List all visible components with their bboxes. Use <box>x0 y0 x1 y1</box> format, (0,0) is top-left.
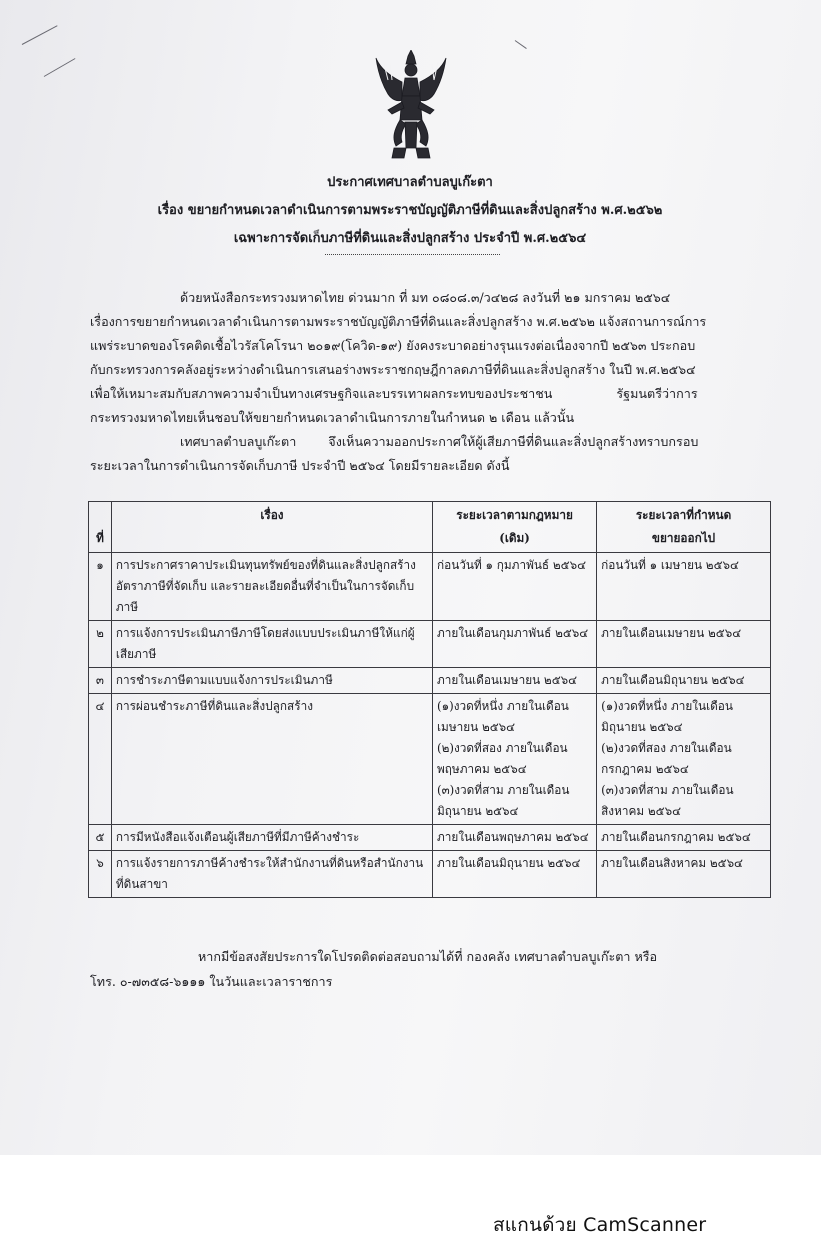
installment-item: (๒)งวดที่สอง ภายในเดือนพฤษภาคม ๒๕๖๔ <box>437 741 568 776</box>
announcement-subject: เรื่อง ขยายกำหนดเวลาดำเนินการตามพระราชบัญญัติภาษีที่ดินและสิ่งปลูกสร้าง พ.ศ.๒๕๖๒ <box>157 203 663 218</box>
row-extended-period: ภายในเดือนกรกฎาคม ๒๕๖๔ <box>597 825 771 851</box>
camscanner-watermark: สแกนด้วย CamScanner <box>493 1214 707 1236</box>
table-row <box>89 694 771 825</box>
row-subject: การแจ้งการประเมินภาษีภาษีโดยส่งแบบประเมินภาษีให้แก่ผู้เสียภาษี <box>111 621 432 668</box>
installment-item: (๓)งวดที่สาม ภายในเดือนสิงหาคม ๒๕๖๔ <box>601 783 734 818</box>
row-subject: การมีหนังสือแจ้งเตือนผู้เสียภาษีที่มีภาษีค้างชำระ <box>111 825 432 851</box>
installment-item: (๑)งวดที่หนึ่ง ภายในเดือนเมษายน ๒๕๖๔ <box>437 699 569 734</box>
body-paragraph-2 <box>90 430 773 478</box>
table-row <box>89 825 771 851</box>
paper-crease-mark <box>515 40 527 49</box>
header-subject: เรื่อง <box>111 502 432 553</box>
paragraph-line: กับกระทรวงการคลังอยู่ระหว่างดำเนินการเสนอร่างพระราชกฤษฎีกาลดภาษีที่ดินและสิ่งปลูกสร้าง ในปี พ.ศ.๒๕๖๔ <box>90 362 696 377</box>
row-extended-period <box>597 694 771 825</box>
row-no: ๓ <box>89 668 112 694</box>
paragraph-line: เพื่อให้เหมาะสมกับสภาพความจำเป็นทางเศรษฐกิจและบรรเทาผลกระทบของประชาชน รัฐมนตรีว่าการ <box>90 386 698 401</box>
row-no: ๒ <box>89 621 112 668</box>
header-extended-period: ระยะเวลาที่กำหนด ขยายออกไป <box>597 502 771 553</box>
paper-crease-mark <box>44 58 76 77</box>
table-header-row <box>89 502 771 553</box>
row-subject: การผ่อนชำระภาษีที่ดินและสิ่งปลูกสร้าง <box>111 694 432 825</box>
header-no: ที่ <box>89 502 112 553</box>
paragraph-line: กระทรวงมหาดไทยเห็นชอบให้ขยายกำหนดเวลาดำเนินการภายในกำหนด ๒ เดือน แล้วนั้น <box>90 410 575 425</box>
paragraph-line: เทศบาลตำบลบูเก๊ะตา จึงเห็นความออกประกาศให้ผู้เสียภาษีที่ดินและสิ่งปลูกสร้างทราบกรอบ <box>180 434 699 449</box>
header-original-period: ระยะเวลาตามกฎหมาย (เดิม) <box>433 502 597 553</box>
table-row <box>89 621 771 668</box>
schedule-table <box>88 501 771 898</box>
row-extended-period: ภายในเดือนสิงหาคม ๒๕๖๔ <box>597 851 771 898</box>
row-no: ๖ <box>89 851 112 898</box>
paragraph-line: เรื่องการขยายกำหนดเวลาดำเนินการตามพระราชบัญญัติภาษีที่ดินและสิ่งปลูกสร้าง พ.ศ.๒๕๖๒ แจ้งสถานการณ์การ <box>90 314 707 329</box>
paragraph-line: ด้วยหนังสือกระทรวงมหาดไทย ด่วนมาก ที่ มท ๐๘๐๘.๓/ว๔๒๘ ลงวันที่ ๒๑ มกราคม ๒๕๖๔ <box>180 290 671 305</box>
announcement-title: ประกาศเทศบาลตำบลบูเก๊ะตา <box>327 175 493 190</box>
table-row <box>89 553 771 621</box>
row-original-period: ภายในเดือนกุมภาพันธ์ ๒๕๖๔ <box>433 621 597 668</box>
row-original-period: ก่อนวันที่ ๑ กุมภาพันธ์ ๒๕๖๔ <box>433 553 597 621</box>
table-row <box>89 851 771 898</box>
installment-item: (๒)งวดที่สอง ภายในเดือนกรกฎาคม ๒๕๖๔ <box>601 741 732 776</box>
row-original-period: ภายในเดือนพฤษภาคม ๒๕๖๔ <box>433 825 597 851</box>
paper-crease-mark <box>22 25 58 45</box>
row-subject: การประกาศราคาประเมินทุนทรัพย์ของที่ดินและสิ่งปลูกสร้าง อัตราภาษีที่จัดเก็บ และรายละเอียดอื่นที่จำเป็นในการจัดเก็บภาษี <box>111 553 432 621</box>
closing-line-1: หากมีข้อสงสัยประการใดโปรดติดต่อสอบถามได้ที่ กองคลัง เทศบาลตำบลบูเก๊ะตา หรือ <box>198 949 658 964</box>
row-no: ๕ <box>89 825 112 851</box>
installment-item: (๓)งวดที่สาม ภายในเดือนมิถุนายน ๒๕๖๔ <box>437 783 570 818</box>
closing-line-2: โทร. ๐-๗๓๕๘-๖๑๑๑ ในวันและเวลาราชการ <box>90 974 333 989</box>
row-subject: การชำระภาษีตามแบบแจ้งการประเมินภาษี <box>111 668 432 694</box>
paragraph-line: ระยะเวลาในการดำเนินการจัดเก็บภาษี ประจำปี ๒๕๖๔ โดยมีรายละเอียด ดังนี้ <box>90 458 510 473</box>
installment-item: (๑)งวดที่หนึ่ง ภายในเดือนมิถุนายน ๒๕๖๔ <box>601 699 733 734</box>
row-original-period: ภายในเดือนมิถุนายน ๒๕๖๔ <box>433 851 597 898</box>
body-paragraph-1 <box>90 286 773 430</box>
row-extended-period: ก่อนวันที่ ๑ เมษายน ๒๕๖๔ <box>597 553 771 621</box>
row-original-period: ภายในเดือนเมษายน ๒๕๖๔ <box>433 668 597 694</box>
table-row <box>89 668 771 694</box>
title-dotted-separator <box>325 254 500 255</box>
row-original-period <box>433 694 597 825</box>
row-no: ๔ <box>89 694 112 825</box>
row-subject: การแจ้งรายการภาษีค้างชำระให้สำนักงานที่ดินหรือสำนักงานที่ดินสาขา <box>111 851 432 898</box>
garuda-emblem-icon <box>372 50 450 162</box>
announcement-subject-line2: เฉพาะการจัดเก็บภาษีที่ดินและสิ่งปลูกสร้าง ประจำปี พ.ศ.๒๕๖๔ <box>233 231 587 246</box>
row-extended-period: ภายในเดือนเมษายน ๒๕๖๔ <box>597 621 771 668</box>
row-no: ๑ <box>89 553 112 621</box>
row-extended-period: ภายในเดือนมิถุนายน ๒๕๖๔ <box>597 668 771 694</box>
paragraph-line: แพร่ระบาดของโรคติดเชื้อไวรัสโคโรนา ๒๐๑๙(โควิด-๑๙) ยังคงระบาดอย่างรุนแรงต่อเนื่องจากปี ๒๕๖๓ ประกอบ <box>90 338 696 353</box>
